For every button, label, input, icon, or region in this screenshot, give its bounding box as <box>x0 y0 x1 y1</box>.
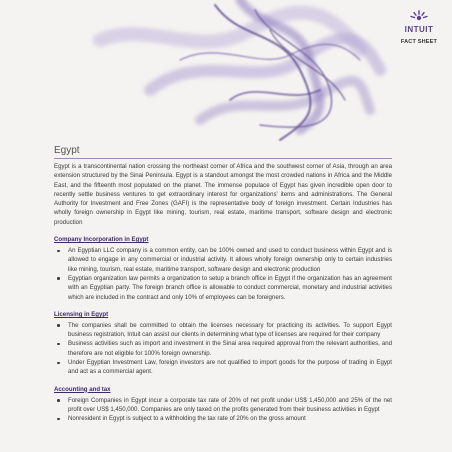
smoke-header-graphic <box>0 0 452 150</box>
list-item: Business activities such as import and investment in the Sinai area required approval from the relevant authorities, and therefore are not eligible for 100% foreign ownership. <box>54 339 392 358</box>
list-item: An Egyptian LLC company is a common entity, can be 100% owned and used to conduct business within Egypt and is allowed to engage in any commercial or industrial activity. It allows wholly foreign ownership only to certain industries like mining, tourism, real estate, maritime transport, software design and electronic production <box>54 246 392 274</box>
intuit-logo-icon <box>408 10 430 24</box>
brand-block <box>394 10 444 45</box>
section-heading-company-incorporation: Company Incorporation in Egypt <box>54 236 149 244</box>
licensing-list <box>54 321 392 377</box>
title-divider <box>54 158 392 159</box>
section-heading-licensing: Licensing in Egypt <box>54 310 109 318</box>
brand-name: INTUIT <box>404 25 434 34</box>
list-item: Nonresident in Egypt is subject to a withholding the tax rate of 20% on the gross amount <box>54 414 392 423</box>
accounting-tax-list <box>54 396 392 424</box>
list-item: Foreign Companies in Egypt incur a corporate tax rate of 20% of net profit under US$ 1,450,000 and 25% of the net profit over US$ 1,450,000. Companies are only taxed on the profits generated from their business activities in Egypt <box>54 396 392 415</box>
list-item: Under Egyptian Investment Law, foreign investors are not qualified to import goods for the purpose of trading in Egypt and act as a commercial agent. <box>54 358 392 377</box>
company-incorporation-list <box>54 246 392 302</box>
fact-sheet-content <box>54 145 392 424</box>
document-type-label: FACT SHEET <box>400 39 438 45</box>
section-heading-accounting-tax: Accounting and tax <box>54 385 111 393</box>
page-title: Egypt <box>54 145 80 156</box>
list-item: Egyptian organization law permits a organization to setup a branch office in Egypt if the organization has an agreement with an Egyptian party. The foreign branch office is allowable to conduct commercial, monetary and industrial activities which are included in the contract and only 10% of employees can be foreigners. <box>54 274 392 302</box>
list-item: The companies shall be committed to obtain the licenses necessary for practicing its activities. To support Egypt business registration, Intuit can assist our clients in determining what type of licenses are required for their company <box>54 321 392 340</box>
intro-paragraph: Egypt is a transcontinental nation crossing the northeast corner of Africa and the southwest corner of Asia, through an area extension structured by the Sinai Peninsula. Egypt is a standout amongst the most crowded nations in Africa and the Middle East, and the fifteenth most populated on the planet. The immense populace of Egypt has given incredible open door to recently settle business ventures to get extraordinary interest for organizations' items and administrations. The General Authority for Investment and Free Zones (GAFI) is the representative body of foreign investment. Certain Industries has wholly foreign ownership in Egypt like mining, tourism, real estate, maritime transport, software design and electronic production <box>54 163 392 226</box>
